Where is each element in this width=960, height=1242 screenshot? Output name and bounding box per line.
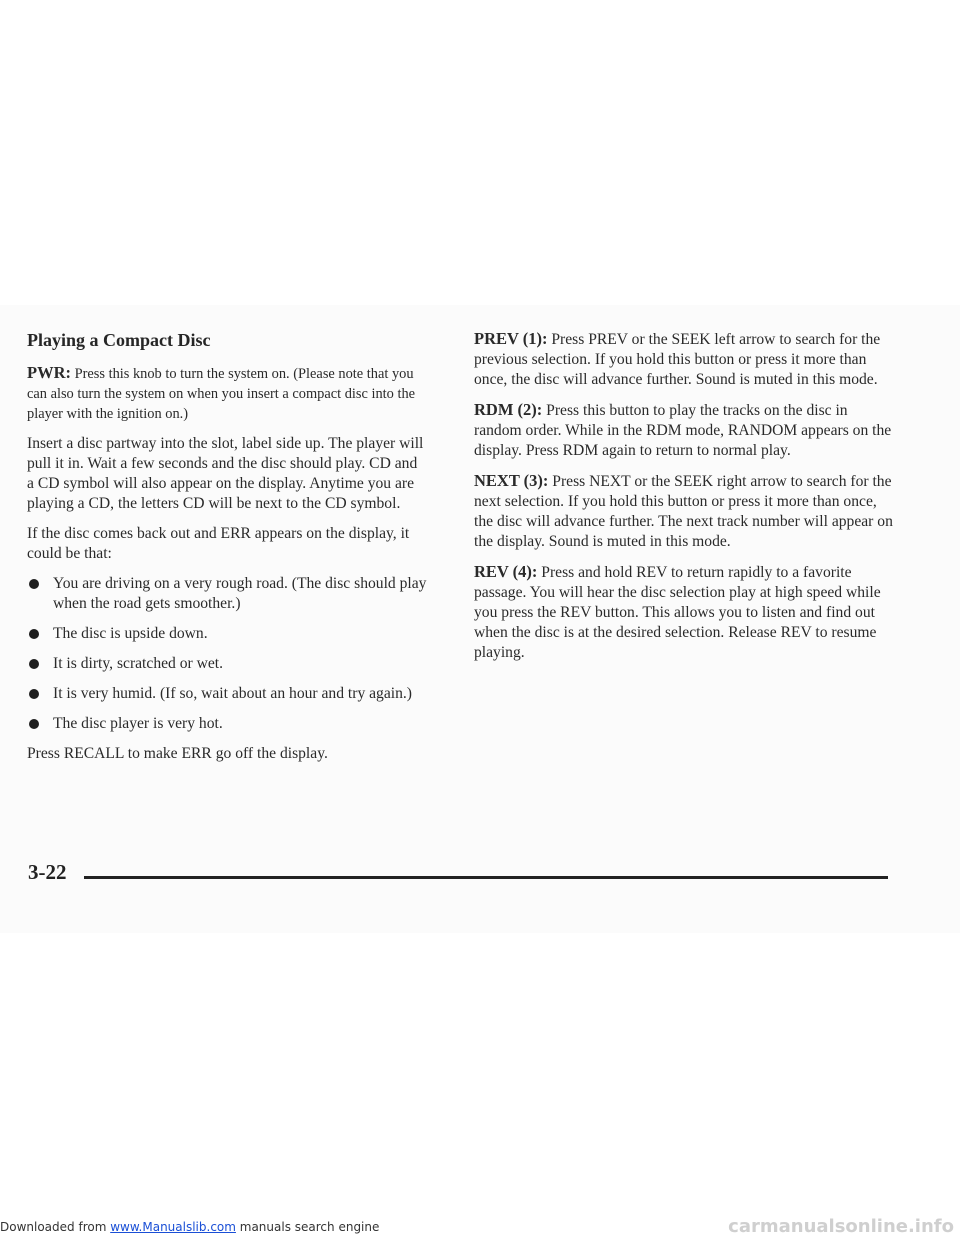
- pwr-paragraph: [27, 363, 427, 424]
- list-item: It is dirty, scratched or wet.: [27, 654, 427, 674]
- bullet-icon: [29, 719, 39, 729]
- page-number: 3-22: [28, 860, 67, 884]
- next-paragraph: NEXT (3): Press NEXT or the SEEK right arrow to search for the next selection. If you hold this button or press it more than once, the disc will advance further. The next track number will appear on the display. Sound is muted in this mode.: [474, 471, 893, 550]
- list-item: The disc is upside down.: [27, 624, 427, 644]
- err-causes-list: [27, 574, 427, 734]
- manualslib-link[interactable]: www.Manualslib.com: [110, 1220, 236, 1234]
- left-column: [27, 329, 427, 774]
- pwr-term: PWR:: [27, 363, 71, 382]
- rdm-term: RDM (2):: [474, 400, 543, 419]
- list-item: The disc player is very hot.: [27, 714, 427, 734]
- bullet-icon: [29, 659, 39, 669]
- list-item: You are driving on a very rough road. (The disc should play when the road gets smoother.): [27, 574, 427, 614]
- err-intro-paragraph: If the disc comes back out and ERR appears on the display, it could be that:: [27, 525, 410, 562]
- footer-rule: [84, 876, 888, 879]
- next-term: NEXT (3):: [474, 471, 549, 490]
- prev-term: PREV (1):: [474, 329, 548, 348]
- site-watermark: carmanualsonline.info: [728, 1216, 954, 1237]
- bullet-icon: [29, 689, 39, 699]
- right-column: [474, 329, 894, 673]
- section-title: Playing a Compact Disc: [27, 330, 211, 350]
- bullet-icon: [29, 579, 39, 589]
- download-watermark: Downloaded from www.Manualslib.com manuals search engine: [0, 1220, 380, 1234]
- rdm-paragraph: RDM (2): Press this button to play the tracks on the disc in random order. While in the RDM mode, RANDOM appears on the display. Press RDM again to return to normal play.: [474, 400, 892, 459]
- list-item: It is very humid. (If so, wait about an hour and try again.): [27, 684, 427, 704]
- recall-paragraph: Press RECALL to make ERR go off the display.: [27, 745, 328, 762]
- rev-term: REV (4):: [474, 562, 538, 581]
- pwr-text: Press this knob to turn the system on. (Please note that you can also turn the system on when you insert a compact disc into the player with the ignition on.): [27, 366, 416, 422]
- rev-paragraph: REV (4): Press and hold REV to return rapidly to a favorite passage. You will hear the disc selection play at high speed while you press the REV button. This allows you to listen and find out when the disc is at the desired selection. Release REV to resume playing.: [474, 562, 881, 661]
- bullet-icon: [29, 629, 39, 639]
- prev-paragraph: PREV (1): Press PREV or the SEEK left arrow to search for the previous selection. If you hold this button or press it more than once, the disc will advance further. Sound is muted in this mode.: [474, 329, 881, 388]
- insert-paragraph: Insert a disc partway into the slot, label side up. The player will pull it in. Wait a few seconds and the disc should play. CD and a CD symbol will also appear on the display. Anytime you are playing a CD, the letters CD will be next to the CD symbol.: [27, 435, 424, 512]
- manual-page: [0, 305, 960, 933]
